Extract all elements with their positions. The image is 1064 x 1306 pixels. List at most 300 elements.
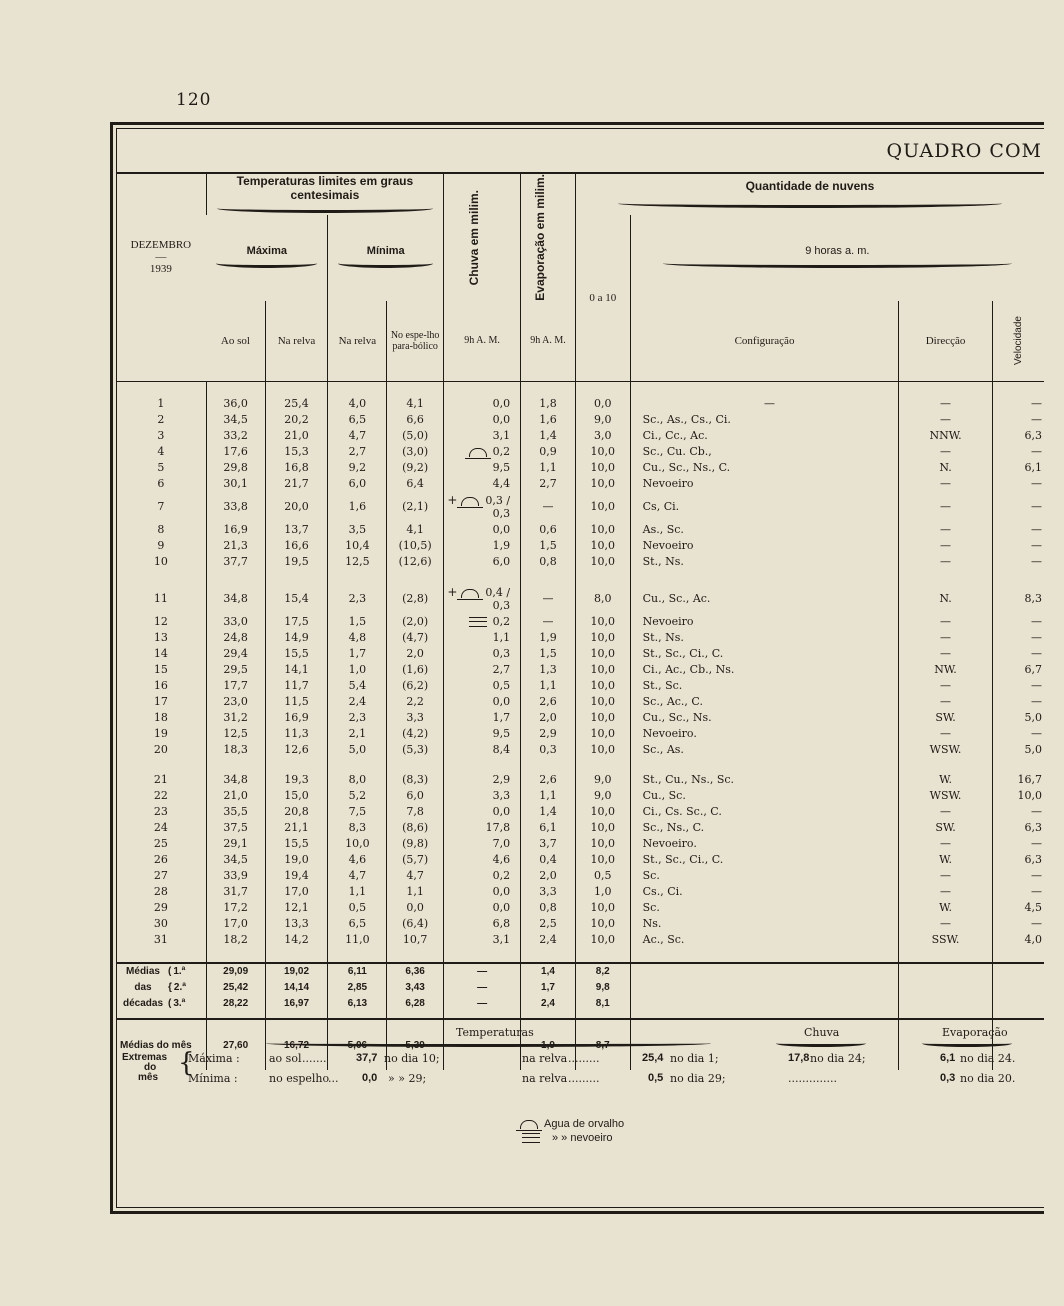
evaporacao-cell: — xyxy=(521,584,576,614)
velocidade-cell: — xyxy=(992,396,1044,412)
chuva-value: 1,1 xyxy=(492,631,511,645)
espelho-cell: 2,0 xyxy=(387,646,444,662)
ao-sol-cell: 21,3 xyxy=(206,538,265,554)
configuracao-value: St., Ns. xyxy=(642,555,684,569)
evaporacao-cell: 0,9 xyxy=(521,444,576,460)
nuvens-cell: 10,0 xyxy=(575,836,630,852)
min-evap-value: 0,3 xyxy=(940,1072,956,1084)
chuva-value: 6,0 xyxy=(492,555,511,569)
media-n-cell: 9,8 xyxy=(575,980,630,996)
velocidade-cell: 6,7 xyxy=(992,662,1044,678)
relva-min-cell: 6,5 xyxy=(328,412,387,428)
table-row xyxy=(116,836,1044,852)
min-esp-value: 0,0 xyxy=(362,1072,378,1084)
chuva-value: 8,4 xyxy=(492,743,511,757)
relva-min-cell: 6,5 xyxy=(328,916,387,932)
table-row xyxy=(116,460,1044,476)
evaporacao-cell: 0,4 xyxy=(521,852,576,868)
chuva-value: 2,9 xyxy=(492,773,511,787)
direccao-header: Direcção xyxy=(899,301,992,382)
configuracao-value: Nevoeiro. xyxy=(642,837,697,851)
day-cell: 1 xyxy=(157,397,165,411)
chuva-cell xyxy=(444,772,521,788)
relva-max-cell: 17,5 xyxy=(265,614,328,630)
velocidade-cell: — xyxy=(992,884,1044,900)
fog-icon xyxy=(522,1133,540,1143)
chuva-value: 0,4 / 0,3 xyxy=(485,586,511,613)
espelho-cell: (5,7) xyxy=(387,852,444,868)
media-rmax-cell: 14,14 xyxy=(265,980,328,996)
evaporacao-cell: 0,8 xyxy=(521,900,576,916)
configuracao-cell xyxy=(630,916,899,932)
extremas-label-1: Extremas xyxy=(122,1052,168,1063)
chuva-value: 0,3 / 0,3 xyxy=(485,494,511,521)
media-esp-cell: 6,28 xyxy=(387,996,444,1012)
configuracao-cell xyxy=(630,476,899,492)
chuva-brace xyxy=(776,1040,866,1047)
na-relva-max-header: Na relva xyxy=(265,301,328,382)
espelho-cell: 0,0 xyxy=(387,900,444,916)
configuracao-cell xyxy=(630,554,899,570)
max-sol-label: ao sol xyxy=(269,1052,302,1065)
espelho-cell: 4,1 xyxy=(387,396,444,412)
relva-max-cell: 21,0 xyxy=(265,428,328,444)
espelho-cell: 4,1 xyxy=(387,522,444,538)
media-mes-rmin-cell: 5,06 xyxy=(328,1038,387,1054)
temperaturas-title: Temperaturas xyxy=(456,1026,534,1039)
ao-sol-cell: 17,7 xyxy=(206,678,265,694)
media-n-cell: 8,2 xyxy=(575,963,630,980)
relva-min-cell: 10,4 xyxy=(328,538,387,554)
media-ch-cell: — xyxy=(444,996,521,1012)
ao-sol-cell: 17,2 xyxy=(206,900,265,916)
media-rmin-cell: 2,85 xyxy=(328,980,387,996)
ao-sol-cell: 31,7 xyxy=(206,884,265,900)
direccao-cell: — xyxy=(899,646,992,662)
configuracao-value: Cs, Ci. xyxy=(642,500,680,514)
velocidade-cell: — xyxy=(992,444,1044,460)
direccao-cell: — xyxy=(899,412,992,428)
day-cell: 7 xyxy=(157,500,165,514)
chuva-value: 1,9 xyxy=(492,539,511,553)
table-row xyxy=(116,522,1044,538)
direccao-cell: — xyxy=(899,630,992,646)
relva-max-cell: 19,5 xyxy=(265,554,328,570)
chuva-header: Chuva em milim. xyxy=(444,174,521,301)
velocidade-cell: — xyxy=(992,630,1044,646)
direccao-cell: SSW. xyxy=(899,932,992,948)
table-row xyxy=(116,492,1044,522)
max-evap-value: 6,1 xyxy=(940,1052,956,1064)
relva-max-cell: 21,7 xyxy=(265,476,328,492)
medias-label-cell xyxy=(116,963,206,980)
max-sol-dia: no dia 10; xyxy=(384,1052,440,1065)
table-row xyxy=(116,646,1044,662)
extremas-brace: { xyxy=(178,1048,195,1078)
configuracao-value: — xyxy=(764,397,776,411)
medias-decada-row xyxy=(116,963,1044,980)
ao-sol-cell: 29,1 xyxy=(206,836,265,852)
configuracao-value: Ci., Cc., Ac. xyxy=(642,429,708,443)
configuracao-cell xyxy=(630,868,899,884)
velocidade-cell: 6,3 xyxy=(992,428,1044,444)
nine-am-header-2: 9h A. M. xyxy=(521,301,576,382)
relva-min-cell: 2,1 xyxy=(328,726,387,742)
configuracao-cell xyxy=(630,710,899,726)
velocidade-cell: — xyxy=(992,412,1044,428)
chuva-value: 1,7 xyxy=(492,711,511,725)
relva-min-cell: 0,5 xyxy=(328,900,387,916)
no-espelho-header: No espe-lho para-bólico xyxy=(387,301,444,382)
ao-sol-cell: 18,2 xyxy=(206,932,265,948)
configuracao-cell xyxy=(630,522,899,538)
chuva-value: 0,0 xyxy=(492,523,511,537)
espelho-cell: (6,4) xyxy=(387,916,444,932)
nuvens-cell: 10,0 xyxy=(575,538,630,554)
chuva-cell xyxy=(444,884,521,900)
direccao-cell: N. xyxy=(899,460,992,476)
relva-min-cell: 12,5 xyxy=(328,554,387,570)
nuvens-cell: 10,0 xyxy=(575,444,630,460)
day-cell: 10 xyxy=(153,555,168,569)
table-row xyxy=(116,396,1044,412)
table-row xyxy=(116,868,1044,884)
chuva-cell xyxy=(444,554,521,570)
dew-icon xyxy=(461,497,479,506)
velocidade-cell: — xyxy=(992,522,1044,538)
ao-sol-cell: 37,7 xyxy=(206,554,265,570)
chuva-value: 3,3 xyxy=(492,789,511,803)
media-mes-ch-cell: — xyxy=(444,1038,521,1054)
direccao-cell: WSW. xyxy=(899,788,992,804)
configuracao-value: St., Ns. xyxy=(642,631,684,645)
configuracao-value: Cu., Sc., Ns., C. xyxy=(642,461,731,475)
day-cell: 14 xyxy=(153,647,168,661)
month-header: DEZEMBRO — 1939 xyxy=(116,174,206,381)
relva-max-cell: 19,4 xyxy=(265,868,328,884)
relva-max-cell: 11,5 xyxy=(265,694,328,710)
extremas-section: Extremas do mês { Temperaturas Chuva Evaporação Máxima : Mínima : ao sol ....... 37,7 no dia 10; na relva ......... 25,4 no dia 1; 17,8 no dia 24; 6,1 no dia 24. no espelho ... 0,0 » » 29; na relva ......... 0,5 no dia 29; .............. 0,3 no dia 20. xyxy=(116,1018,1044,1210)
day-cell: 24 xyxy=(153,821,168,835)
media-rmin-cell: 6,11 xyxy=(328,963,387,980)
chuva-cell xyxy=(444,900,521,916)
dew-icon xyxy=(469,448,487,457)
relva-min-cell: 5,2 xyxy=(328,788,387,804)
chuva-value: 7,0 xyxy=(492,837,511,851)
ao-sol-cell: 34,5 xyxy=(206,852,265,868)
relva-max-cell: 20,2 xyxy=(265,412,328,428)
relva-min-cell: 5,4 xyxy=(328,678,387,694)
relva-max-cell: 17,0 xyxy=(265,884,328,900)
zero-a-dez-header: 0 a 10 xyxy=(575,215,630,381)
table-row xyxy=(116,820,1044,836)
velocidade-cell: 5,0 xyxy=(992,742,1044,758)
direccao-cell: — xyxy=(899,804,992,820)
nove-horas-header: 9 horas a. m. xyxy=(805,245,870,258)
espelho-cell: (5,3) xyxy=(387,742,444,758)
spacer-row xyxy=(116,381,1044,396)
evaporacao-cell: 1,4 xyxy=(521,804,576,820)
relva-min-cell: 2,3 xyxy=(328,584,387,614)
table-row xyxy=(116,804,1044,820)
espelho-cell: (4,7) xyxy=(387,630,444,646)
day-cell: 28 xyxy=(153,885,168,899)
chuva-value: 0,0 xyxy=(492,805,511,819)
configuracao-cell xyxy=(630,460,899,476)
max-label: Máxima : xyxy=(188,1052,240,1065)
relva-max-cell: 16,8 xyxy=(265,460,328,476)
evaporacao-cell: 0,3 xyxy=(521,742,576,758)
configuracao-cell xyxy=(630,884,899,900)
media-ev-cell: 2,4 xyxy=(521,996,576,1012)
velocidade-cell: 6,3 xyxy=(992,820,1044,836)
nuvens-header: Quantidade de nuvens xyxy=(575,174,1044,215)
direccao-cell: — xyxy=(899,614,992,630)
chuva-cell xyxy=(444,820,521,836)
chuva-cell xyxy=(444,646,521,662)
day-cell: 25 xyxy=(153,837,168,851)
day-cell: 9 xyxy=(157,539,165,553)
configuracao-cell xyxy=(630,646,899,662)
media-n-cell: 8,1 xyxy=(575,996,630,1012)
configuracao-value: Sc. xyxy=(642,901,660,915)
table-row xyxy=(116,772,1044,788)
chuva-cell xyxy=(444,694,521,710)
nuvens-cell: 10,0 xyxy=(575,900,630,916)
evaporacao-cell: 1,1 xyxy=(521,678,576,694)
chuva-value: 0,5 xyxy=(492,679,511,693)
espelho-cell: (8,3) xyxy=(387,772,444,788)
velocidade-cell: — xyxy=(992,916,1044,932)
relva-max-cell: 16,6 xyxy=(265,538,328,554)
direccao-cell: — xyxy=(899,538,992,554)
relva-min-cell: 5,0 xyxy=(328,742,387,758)
nuvens-cell: 10,0 xyxy=(575,630,630,646)
chuva-cell xyxy=(444,726,521,742)
chuva-cell xyxy=(444,476,521,492)
ao-sol-cell: 24,8 xyxy=(206,630,265,646)
day-cell: 18 xyxy=(153,711,168,725)
ao-sol-cell: 34,8 xyxy=(206,772,265,788)
chuva-value: 3,1 xyxy=(492,429,511,443)
configuracao-cell xyxy=(630,428,899,444)
climate-table xyxy=(116,174,1044,1070)
espelho-cell: 3,3 xyxy=(387,710,444,726)
relva-min-cell: 3,5 xyxy=(328,522,387,538)
direccao-cell: WSW. xyxy=(899,742,992,758)
min-evap-dia: no dia 20. xyxy=(960,1072,1016,1085)
nuvens-cell: 10,0 xyxy=(575,662,630,678)
configuracao-value: Ci., Ac., Cb., Ns. xyxy=(642,663,735,677)
nuvens-cell: 9,0 xyxy=(575,412,630,428)
evaporacao-cell: 0,8 xyxy=(521,554,576,570)
day-cell: 22 xyxy=(153,789,168,803)
day-cell: 17 xyxy=(153,695,168,709)
medias-decada-row xyxy=(116,980,1044,996)
fog-icon xyxy=(469,617,487,627)
media-ch-cell: — xyxy=(444,963,521,980)
configuracao-value: Nevoeiro xyxy=(642,539,694,553)
spacer-row xyxy=(116,948,1044,963)
day-cell: 4 xyxy=(157,445,165,459)
velocidade-cell: — xyxy=(992,554,1044,570)
configuracao-value: Sc. xyxy=(642,869,660,883)
nuvens-cell: 0,0 xyxy=(575,396,630,412)
configuracao-cell xyxy=(630,396,899,412)
dew-icon xyxy=(520,1120,538,1129)
velocidade-cell: 8,3 xyxy=(992,584,1044,614)
configuracao-cell xyxy=(630,726,899,742)
velocidade-cell: — xyxy=(992,836,1044,852)
configuracao-cell xyxy=(630,820,899,836)
max-chuva-dia: no dia 24; xyxy=(810,1052,866,1065)
temp-group-header: Temperaturas limites em graus centesimais xyxy=(206,174,443,215)
evaporacao-cell: 2,9 xyxy=(521,726,576,742)
evaporacao-cell: 2,6 xyxy=(521,694,576,710)
direccao-cell: — xyxy=(899,836,992,852)
direccao-cell: — xyxy=(899,884,992,900)
ao-sol-cell: 29,8 xyxy=(206,460,265,476)
espelho-cell: 1,1 xyxy=(387,884,444,900)
configuracao-cell xyxy=(630,900,899,916)
configuracao-value: Sc., Ns., C. xyxy=(642,821,705,835)
configuracao-value: Sc., Cu. Cb., xyxy=(642,445,712,459)
relva-max-cell: 14,1 xyxy=(265,662,328,678)
relva-min-cell: 8,0 xyxy=(328,772,387,788)
velocidade-cell: — xyxy=(992,678,1044,694)
evaporacao-cell: 3,3 xyxy=(521,884,576,900)
relva-max-cell: 15,5 xyxy=(265,646,328,662)
table-row xyxy=(116,916,1044,932)
nuvens-cell: 9,0 xyxy=(575,772,630,788)
ao-sol-cell: 23,0 xyxy=(206,694,265,710)
nuvens-cell: 10,0 xyxy=(575,678,630,694)
velocidade-cell: — xyxy=(992,538,1044,554)
velocidade-cell: — xyxy=(992,476,1044,492)
direccao-cell: SW. xyxy=(899,820,992,836)
media-mes-ev-cell: 1,9 xyxy=(521,1038,576,1054)
configuracao-value: St., Sc., Ci., C. xyxy=(642,853,724,867)
relva-max-cell: 19,3 xyxy=(265,772,328,788)
day-cell: 31 xyxy=(153,933,168,947)
chuva-value: 9,5 xyxy=(492,727,511,741)
espelho-cell: 6,4 xyxy=(387,476,444,492)
relva-min-cell: 4,7 xyxy=(328,428,387,444)
configuracao-header: Configuração xyxy=(630,301,899,382)
configuracao-value: St., Sc. xyxy=(642,679,683,693)
media-esp-cell: 6,36 xyxy=(387,963,444,980)
chuva-cell xyxy=(444,538,521,554)
relva-max-cell: 13,7 xyxy=(265,522,328,538)
day-cell: 5 xyxy=(157,461,165,475)
direccao-cell: NW. xyxy=(899,662,992,678)
ao-sol-cell: 34,5 xyxy=(206,412,265,428)
direccao-cell: — xyxy=(899,444,992,460)
table-row xyxy=(116,444,1044,460)
configuracao-cell xyxy=(630,538,899,554)
configuracao-value: Cu., Sc., Ac. xyxy=(642,592,711,606)
relva-min-cell: 1,6 xyxy=(328,492,387,522)
table-row xyxy=(116,726,1044,742)
medias-mes-label: Médias do mês xyxy=(120,1040,192,1052)
nuvens-cell: 10,0 xyxy=(575,460,630,476)
max-sol-value: 37,7 xyxy=(356,1052,378,1064)
chuva-cell xyxy=(444,678,521,694)
configuracao-cell xyxy=(630,836,899,852)
nuvens-cell: 10,0 xyxy=(575,710,630,726)
chuva-cell xyxy=(444,804,521,820)
direccao-cell: — xyxy=(899,554,992,570)
relva-max-cell: 14,9 xyxy=(265,630,328,646)
configuracao-cell xyxy=(630,932,899,948)
configuracao-value: Sc., As. xyxy=(642,743,684,757)
day-cell: 16 xyxy=(153,679,168,693)
relva-max-cell: 12,6 xyxy=(265,742,328,758)
configuracao-cell xyxy=(630,662,899,678)
extremas-label-3: mês xyxy=(138,1072,159,1083)
evaporacao-cell: 0,6 xyxy=(521,522,576,538)
chuva-value: 17,8 xyxy=(485,821,511,835)
espelho-cell: 6,0 xyxy=(387,788,444,804)
relva-max-cell: 11,7 xyxy=(265,678,328,694)
espelho-cell: (6,2) xyxy=(387,678,444,694)
medias-label-cell xyxy=(116,996,206,1012)
chuva-cell xyxy=(444,788,521,804)
espelho-cell: (4,2) xyxy=(387,726,444,742)
ao-sol-cell: 33,0 xyxy=(206,614,265,630)
chuva-cell xyxy=(444,522,521,538)
ao-sol-cell: 36,0 xyxy=(206,396,265,412)
table-row xyxy=(116,900,1044,916)
chuva-value: 4,6 xyxy=(492,853,511,867)
chuva-cell xyxy=(444,396,521,412)
velocidade-cell: 4,5 xyxy=(992,900,1044,916)
media-mes-n-cell: 8,7 xyxy=(575,1038,630,1054)
medias-label: das xyxy=(134,982,152,994)
direccao-cell: — xyxy=(899,492,992,522)
configuracao-cell xyxy=(630,678,899,694)
media-mes-sol-cell: 27,60 xyxy=(206,1038,265,1054)
table-row xyxy=(116,614,1044,630)
espelho-cell: (3,0) xyxy=(387,444,444,460)
max-chuva-value: 17,8 xyxy=(788,1052,810,1064)
configuracao-cell xyxy=(630,444,899,460)
relva-max-cell: 20,8 xyxy=(265,804,328,820)
day-cell: 21 xyxy=(153,773,168,787)
day-cell: 15 xyxy=(153,663,168,677)
table-row xyxy=(116,662,1044,678)
chuva-value: 0,0 xyxy=(492,695,511,709)
relva-max-cell: 11,3 xyxy=(265,726,328,742)
configuracao-cell xyxy=(630,412,899,428)
direccao-cell: W. xyxy=(899,852,992,868)
day-cell: 2 xyxy=(157,413,165,427)
media-ch-cell: — xyxy=(444,980,521,996)
chuva-cell xyxy=(444,852,521,868)
decada-number: 1.ª xyxy=(173,966,186,978)
chuva-cell xyxy=(444,662,521,678)
direccao-cell: NNW. xyxy=(899,428,992,444)
table-row xyxy=(116,584,1044,614)
media-rmin-cell: 6,13 xyxy=(328,996,387,1012)
velocidade-cell: — xyxy=(992,492,1044,522)
direccao-cell: W. xyxy=(899,900,992,916)
table-row xyxy=(116,852,1044,868)
ao-sol-cell: 18,3 xyxy=(206,742,265,758)
chuva-cell xyxy=(444,742,521,758)
evaporacao-cell: — xyxy=(521,614,576,630)
espelho-cell: (9,8) xyxy=(387,836,444,852)
